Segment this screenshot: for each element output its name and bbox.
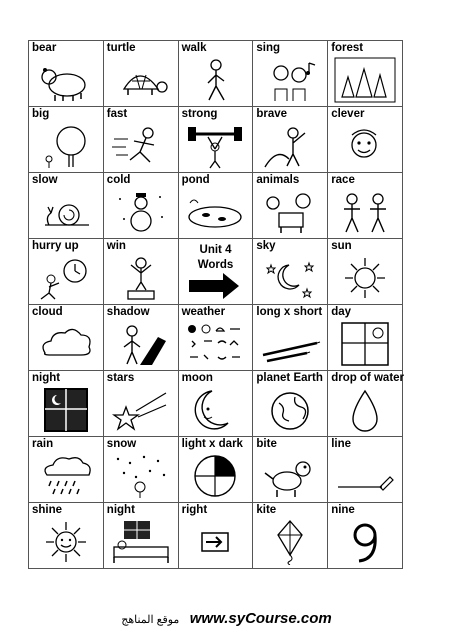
- trophy-winner-icon: [104, 254, 178, 302]
- right-arrow-box-icon: [179, 518, 253, 566]
- word-cell: [253, 371, 328, 437]
- word-cell: [103, 41, 178, 107]
- word-label: night: [106, 504, 135, 516]
- footer-arabic-text: موقع المناهج: [121, 614, 180, 626]
- table-row: [29, 107, 403, 173]
- table-row: [29, 437, 403, 503]
- word-cell: [103, 305, 178, 371]
- word-label: light x dark: [181, 438, 243, 450]
- night-sky-icon: [253, 254, 327, 302]
- word-cell: [29, 437, 104, 503]
- water-drop-icon: [328, 386, 402, 434]
- word-label: sun: [331, 240, 352, 252]
- bear-icon: [29, 56, 103, 104]
- word-label: animals: [256, 174, 300, 186]
- word-cell: [103, 503, 178, 569]
- word-label: rain: [32, 438, 54, 450]
- word-label: drop of water: [331, 372, 405, 384]
- word-label: planet Earth: [256, 372, 323, 384]
- word-label: win: [106, 240, 126, 252]
- word-label: shine: [32, 504, 63, 516]
- vocabulary-sheet: [28, 40, 403, 569]
- word-cell: [328, 41, 403, 107]
- word-cell: [253, 173, 328, 239]
- word-label: day: [331, 306, 352, 318]
- word-cell: [103, 239, 178, 305]
- word-cell: [253, 437, 328, 503]
- kite-icon: [253, 518, 327, 566]
- word-label: fast: [106, 108, 128, 120]
- word-cell: [29, 41, 104, 107]
- footer: [0, 610, 453, 628]
- word-label: line: [331, 438, 351, 450]
- word-label: long x short: [256, 306, 323, 318]
- word-cell: [178, 503, 253, 569]
- word-label: turtle: [106, 42, 136, 54]
- word-label: clever: [331, 108, 365, 120]
- word-label: strong: [181, 108, 218, 120]
- word-cell: [29, 371, 104, 437]
- moon-icon: [179, 386, 253, 434]
- unit-number: Unit 4: [199, 244, 232, 256]
- word-cell: [328, 305, 403, 371]
- sun-icon: [328, 254, 402, 302]
- rain-cloud-icon: [29, 452, 103, 500]
- word-cell: [178, 371, 253, 437]
- word-cell: [328, 503, 403, 569]
- table-row: [29, 503, 403, 569]
- word-cell: [29, 107, 104, 173]
- day-window-icon: [328, 320, 402, 368]
- turtle-icon: [104, 56, 178, 104]
- snow-icon: [104, 452, 178, 500]
- unit-subtitle: Words: [197, 259, 234, 271]
- number-nine-icon: [328, 518, 402, 566]
- shooting-star-icon: [104, 386, 178, 434]
- table-row: [29, 305, 403, 371]
- word-label: forest: [331, 42, 364, 54]
- word-cell: [178, 437, 253, 503]
- shadow-icon: [104, 320, 178, 368]
- shining-sun-icon: [29, 518, 103, 566]
- word-label: cold: [106, 174, 131, 186]
- fast-runner-icon: [104, 122, 178, 170]
- race-icon: [328, 188, 402, 236]
- pencils-icon: [253, 320, 327, 368]
- word-label: walk: [181, 42, 207, 54]
- word-cell: [328, 173, 403, 239]
- animals-icon: [253, 188, 327, 236]
- word-cell: [328, 437, 403, 503]
- word-label: hurry up: [32, 240, 79, 252]
- unit-title: [179, 243, 253, 273]
- word-label: right: [181, 504, 208, 516]
- unit-title-cell: [178, 239, 253, 305]
- cloud-icon: [29, 320, 103, 368]
- earth-globe-icon: [253, 386, 327, 434]
- word-cell: [178, 41, 253, 107]
- arrow-right-icon: [189, 273, 239, 299]
- word-cell: [103, 173, 178, 239]
- clever-boy-icon: [328, 122, 402, 170]
- line-pen-icon: [328, 452, 402, 500]
- word-label: brave: [256, 108, 288, 120]
- word-label: sky: [256, 240, 276, 252]
- word-label: nine: [331, 504, 355, 516]
- word-label: stars: [106, 372, 135, 384]
- slow-snail-icon: [29, 188, 103, 236]
- walk-icon: [179, 56, 253, 104]
- word-label: sing: [256, 42, 281, 54]
- pond-icon: [179, 188, 253, 236]
- word-cell: [178, 107, 253, 173]
- light-dark-icon: [179, 452, 253, 500]
- word-label: race: [331, 174, 355, 186]
- word-label: shadow: [106, 306, 150, 318]
- table-row: [29, 371, 403, 437]
- word-label: kite: [256, 504, 277, 516]
- word-cell: [29, 503, 104, 569]
- word-cell: [178, 173, 253, 239]
- word-label: big: [32, 108, 50, 120]
- word-label: slow: [32, 174, 58, 186]
- word-cell: [328, 239, 403, 305]
- word-label: bite: [256, 438, 277, 450]
- word-cell: [253, 41, 328, 107]
- bite-dog-icon: [253, 452, 327, 500]
- forest-icon: [328, 56, 402, 104]
- word-cell: [178, 305, 253, 371]
- sleeping-night-icon: [104, 518, 178, 566]
- word-grid: [28, 40, 403, 569]
- night-window-icon: [29, 386, 103, 434]
- word-cell: [103, 107, 178, 173]
- word-cell: [253, 107, 328, 173]
- brave-knight-icon: [253, 122, 327, 170]
- word-cell: [328, 371, 403, 437]
- word-label: cloud: [32, 306, 63, 318]
- weather-symbols-icon: [179, 320, 253, 368]
- word-cell: [253, 305, 328, 371]
- big-tree-icon: [29, 122, 103, 170]
- word-cell: [253, 503, 328, 569]
- word-label: moon: [181, 372, 213, 384]
- word-cell: [253, 239, 328, 305]
- snowman-icon: [104, 188, 178, 236]
- word-label: bear: [32, 42, 57, 54]
- barbell-icon: [179, 122, 253, 170]
- word-label: pond: [181, 174, 210, 186]
- word-label: night: [32, 372, 61, 384]
- hurry-clock-icon: [29, 254, 103, 302]
- word-cell: [29, 239, 104, 305]
- word-cell: [29, 305, 104, 371]
- word-cell: [103, 371, 178, 437]
- word-cell: [103, 437, 178, 503]
- word-cell: [328, 107, 403, 173]
- table-row: [29, 173, 403, 239]
- footer-site-link[interactable]: www.syCourse.com: [189, 610, 332, 627]
- table-row: [29, 41, 403, 107]
- sing-icon: [253, 56, 327, 104]
- table-row: [29, 239, 403, 305]
- word-cell: [29, 173, 104, 239]
- word-label: weather: [181, 306, 226, 318]
- word-label: snow: [106, 438, 137, 450]
